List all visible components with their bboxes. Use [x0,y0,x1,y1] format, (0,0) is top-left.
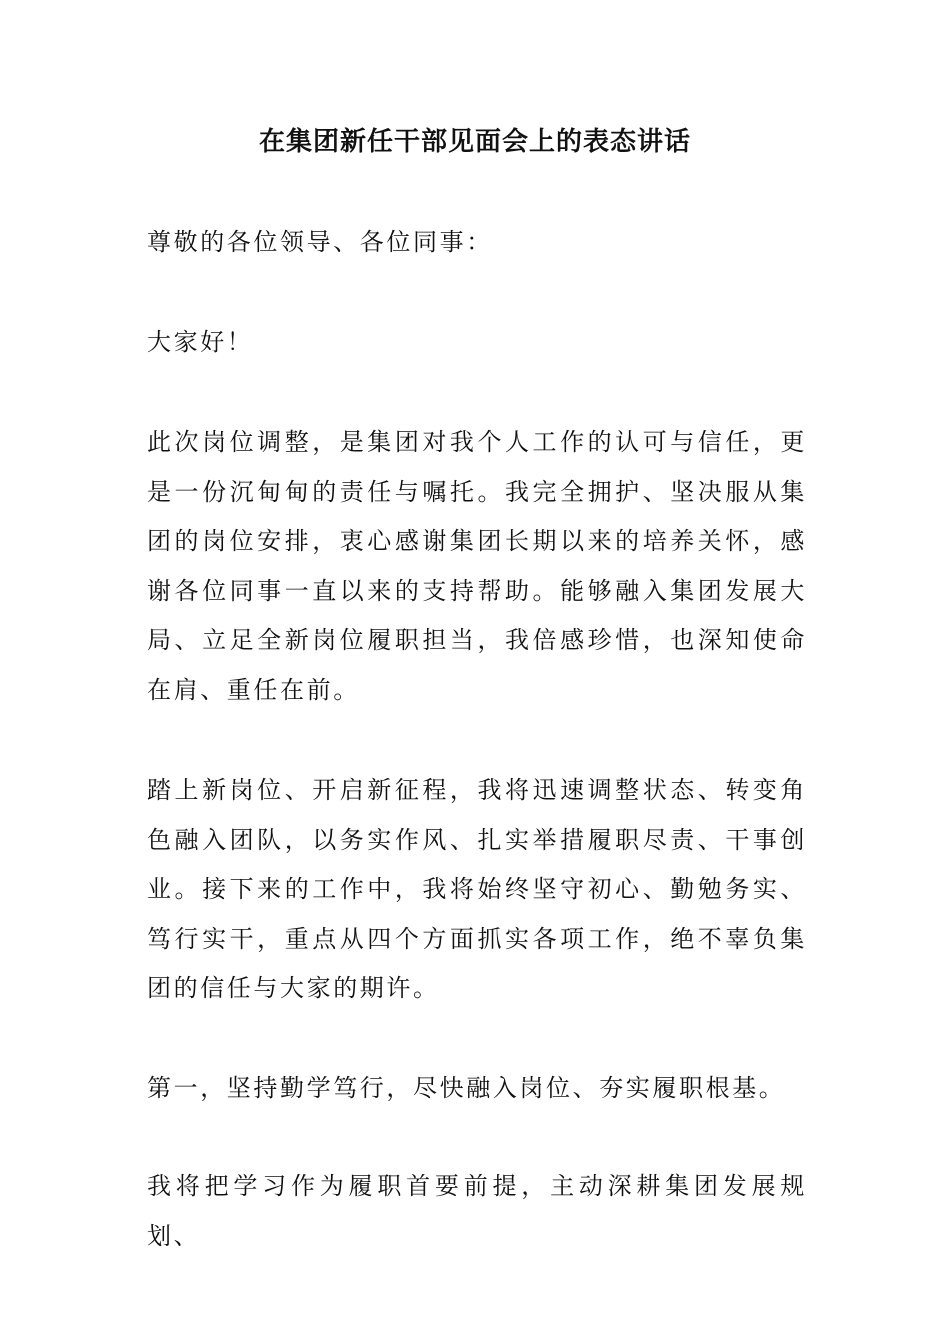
paragraph-commitment: 踏上新岗位、开启新征程，我将迅速调整状态、转变角色融入团队，以务实作风、扎实举措履职尽责、干事创业。接下来的工作中，我将始终坚守初心、勤勉务实、笃行实干，重点从四个方面抓实各项工作，绝不辜负集团的信任与大家的期许。 [147,776,807,1002]
document-title: 在集团新任干部见面会上的表态讲话 [258,127,691,157]
paragraph-learning: 我将把学习作为履职首要前提，主动深耕集团发展规划、 [147,1172,807,1250]
paragraph-appointment-gratitude: 此次岗位调整，是集团对我个人工作的认可与信任，更是一份沉甸甸的责任与嘱托。我完全拥护、坚决服从集团的岗位安排，衷心感谢集团长期以来的培养关怀，感谢各位同事一直以来的支持帮助。能够融入集团发展大局、立足全新岗位履职担当，我倍感珍惜，也深知使命在肩、重任在前。 [147,428,807,704]
salutation: 尊敬的各位领导、各位同事： [147,228,493,256]
section-heading-first: 第一，坚持勤学笃行，尽快融入岗位、夯实履职根基。 [147,1074,786,1102]
greeting: 大家好！ [147,328,254,356]
